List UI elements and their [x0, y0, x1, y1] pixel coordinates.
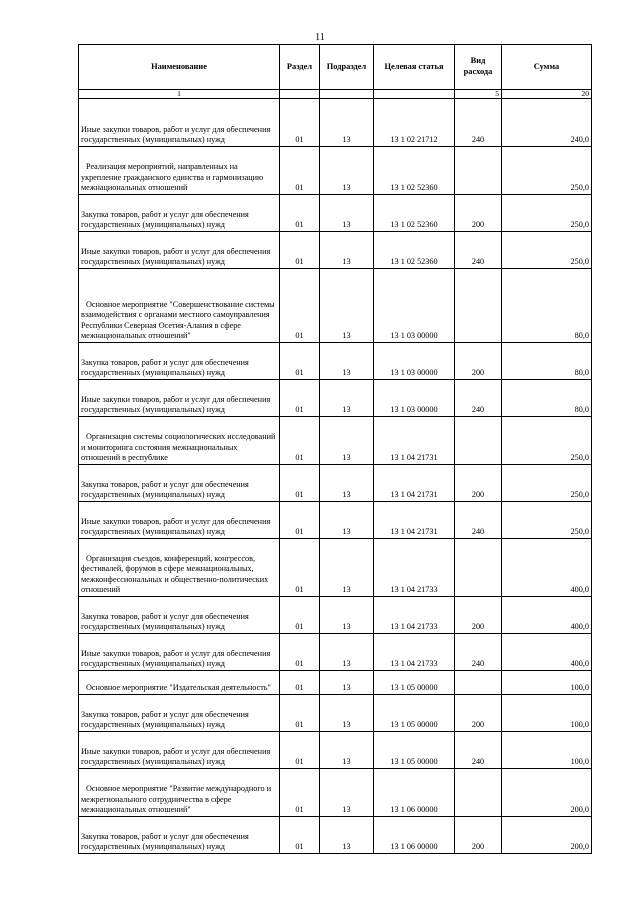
row-expense: 240 — [455, 232, 502, 269]
table-row — [79, 502, 592, 539]
row-subsection: 13 — [320, 417, 374, 465]
row-expense: 200 — [455, 343, 502, 380]
row-subsection: 13 — [320, 769, 374, 817]
row-expense: 240 — [455, 502, 502, 539]
row-target: 13 1 04 21733 — [374, 539, 455, 597]
row-sum: 400,0 — [502, 634, 592, 671]
table-row — [79, 597, 592, 634]
header-row — [79, 45, 592, 90]
table-row — [79, 147, 592, 195]
row-subsection: 13 — [320, 634, 374, 671]
numbering-section — [280, 90, 320, 99]
row-sum: 250,0 — [502, 147, 592, 195]
row-subsection: 13 — [320, 502, 374, 539]
numbering-row — [79, 90, 592, 99]
table-row — [79, 634, 592, 671]
row-target: 13 1 05 00000 — [374, 671, 455, 695]
row-subsection: 13 — [320, 380, 374, 417]
row-name: Закупка товаров, работ и услуг для обеспечения государственных (муниципальных) нужд — [79, 597, 280, 634]
row-target: 13 1 03 00000 — [374, 343, 455, 380]
row-section: 01 — [280, 380, 320, 417]
row-subsection: 13 — [320, 147, 374, 195]
row-name: Закупка товаров, работ и услуг для обеспечения государственных (муниципальных) нужд — [79, 343, 280, 380]
table-row — [79, 539, 592, 597]
numbering-expense: 5 — [455, 90, 502, 99]
row-expense: 200 — [455, 465, 502, 502]
table-row — [79, 343, 592, 380]
row-subsection: 13 — [320, 343, 374, 380]
row-sum: 200,0 — [502, 769, 592, 817]
row-name: Закупка товаров, работ и услуг для обеспечения государственных (муниципальных) нужд — [79, 195, 280, 232]
row-expense — [455, 769, 502, 817]
row-target: 13 1 02 52360 — [374, 232, 455, 269]
row-sum: 80,0 — [502, 343, 592, 380]
table-row — [79, 99, 592, 147]
row-expense: 200 — [455, 597, 502, 634]
numbering-subsection — [320, 90, 374, 99]
row-sum: 250,0 — [502, 195, 592, 232]
row-name: Основное мероприятие "Издательская деятельность" — [79, 671, 280, 695]
header-expense: Вид расхода — [455, 45, 502, 90]
row-target: 13 1 04 21733 — [374, 597, 455, 634]
table-row — [79, 769, 592, 817]
row-section: 01 — [280, 539, 320, 597]
row-section: 01 — [280, 695, 320, 732]
row-sum: 250,0 — [502, 417, 592, 465]
row-name: Закупка товаров, работ и услуг для обеспечения государственных (муниципальных) нужд — [79, 465, 280, 502]
row-section: 01 — [280, 597, 320, 634]
row-section: 01 — [280, 147, 320, 195]
row-subsection: 13 — [320, 99, 374, 147]
header-name: Наименование — [79, 45, 280, 90]
row-expense: 240 — [455, 634, 502, 671]
row-name: Организация съездов, конференций, конгрессов, фестивалей, форумов в сфере межнациональных, межконфессиональных и общественно-политических отношений — [79, 539, 280, 597]
row-section: 01 — [280, 343, 320, 380]
header-sum: Сумма — [502, 45, 592, 90]
row-name: Закупка товаров, работ и услуг для обеспечения государственных (муниципальных) нужд — [79, 695, 280, 732]
numbering-target — [374, 90, 455, 99]
row-section: 01 — [280, 769, 320, 817]
row-target: 13 1 04 21733 — [374, 634, 455, 671]
row-target: 13 1 04 21731 — [374, 502, 455, 539]
row-subsection: 13 — [320, 465, 374, 502]
row-subsection: 13 — [320, 269, 374, 343]
row-target: 13 1 02 52360 — [374, 195, 455, 232]
row-name: Иные закупки товаров, работ и услуг для обеспечения государственных (муниципальных) нужд — [79, 380, 280, 417]
row-name: Основное мероприятие "Развитие международного и межрегионального сотрудничества в сфере межнациональных отношений" — [79, 769, 280, 817]
row-section: 01 — [280, 634, 320, 671]
table-row — [79, 380, 592, 417]
row-expense: 200 — [455, 195, 502, 232]
row-name: Иные закупки товаров, работ и услуг для обеспечения государственных (муниципальных) нужд — [79, 99, 280, 147]
row-name: Иные закупки товаров, работ и услуг для обеспечения государственных (муниципальных) нужд — [79, 634, 280, 671]
row-sum: 400,0 — [502, 539, 592, 597]
table-row — [79, 417, 592, 465]
row-section: 01 — [280, 417, 320, 465]
page-number: 11 — [315, 32, 325, 43]
numbering-name: 1 — [79, 90, 280, 99]
row-section: 01 — [280, 232, 320, 269]
table-body — [79, 99, 592, 854]
row-name: Иные закупки товаров, работ и услуг для обеспечения государственных (муниципальных) нужд — [79, 732, 280, 769]
row-target: 13 1 02 52360 — [374, 147, 455, 195]
row-section: 01 — [280, 269, 320, 343]
row-expense: 240 — [455, 380, 502, 417]
row-sum: 80,0 — [502, 269, 592, 343]
numbering-sum: 20 — [502, 90, 592, 99]
budget-table — [78, 44, 592, 854]
row-section: 01 — [280, 465, 320, 502]
row-sum: 250,0 — [502, 502, 592, 539]
row-sum: 100,0 — [502, 695, 592, 732]
row-name: Иные закупки товаров, работ и услуг для обеспечения государственных (муниципальных) нужд — [79, 502, 280, 539]
row-subsection: 13 — [320, 732, 374, 769]
row-section: 01 — [280, 195, 320, 232]
row-sum: 80,0 — [502, 380, 592, 417]
row-target: 13 1 03 00000 — [374, 269, 455, 343]
table-row — [79, 695, 592, 732]
row-name: Основное мероприятие "Совершенствование системы взаимодействия с органами местного самоуправления Республики Северная Осетия-Алания в сфере межнациональных отношений" — [79, 269, 280, 343]
row-target: 13 1 06 00000 — [374, 769, 455, 817]
row-sum: 200,0 — [502, 817, 592, 854]
row-expense — [455, 269, 502, 343]
row-target: 13 1 05 00000 — [374, 695, 455, 732]
row-subsection: 13 — [320, 817, 374, 854]
row-subsection: 13 — [320, 695, 374, 732]
row-section: 01 — [280, 732, 320, 769]
row-section: 01 — [280, 817, 320, 854]
row-expense — [455, 539, 502, 597]
row-name: Организация системы социологических исследований и мониторинга состояния межнациональных отношений в республике — [79, 417, 280, 465]
row-sum: 100,0 — [502, 732, 592, 769]
table-row — [79, 232, 592, 269]
header-section: Раздел — [280, 45, 320, 90]
row-section: 01 — [280, 502, 320, 539]
row-subsection: 13 — [320, 195, 374, 232]
row-target: 13 1 04 21731 — [374, 465, 455, 502]
header-subsection: Подраздел — [320, 45, 374, 90]
table-row — [79, 817, 592, 854]
row-sum: 240,0 — [502, 99, 592, 147]
row-expense — [455, 671, 502, 695]
row-sum: 400,0 — [502, 597, 592, 634]
table-row — [79, 195, 592, 232]
row-name: Закупка товаров, работ и услуг для обеспечения государственных (муниципальных) нужд — [79, 817, 280, 854]
row-name: Реализация мероприятий, направленных на укрепление гражданского единства и гармонизацию межнациональных отношений — [79, 147, 280, 195]
row-expense — [455, 147, 502, 195]
row-expense: 200 — [455, 695, 502, 732]
row-expense: 200 — [455, 817, 502, 854]
row-target: 13 1 02 21712 — [374, 99, 455, 147]
row-target: 13 1 03 00000 — [374, 380, 455, 417]
row-subsection: 13 — [320, 232, 374, 269]
row-subsection: 13 — [320, 671, 374, 695]
row-name: Иные закупки товаров, работ и услуг для обеспечения государственных (муниципальных) нужд — [79, 232, 280, 269]
row-expense: 240 — [455, 732, 502, 769]
row-section: 01 — [280, 99, 320, 147]
row-sum: 100,0 — [502, 671, 592, 695]
row-target: 13 1 05 00000 — [374, 732, 455, 769]
row-expense: 240 — [455, 99, 502, 147]
row-target: 13 1 04 21731 — [374, 417, 455, 465]
row-sum: 250,0 — [502, 465, 592, 502]
row-sum: 250,0 — [502, 232, 592, 269]
table-row — [79, 269, 592, 343]
row-section: 01 — [280, 671, 320, 695]
table-row — [79, 732, 592, 769]
table-row — [79, 465, 592, 502]
row-subsection: 13 — [320, 597, 374, 634]
row-subsection: 13 — [320, 539, 374, 597]
row-expense — [455, 417, 502, 465]
header-target: Целевая статья — [374, 45, 455, 90]
row-target: 13 1 06 00000 — [374, 817, 455, 854]
table-row — [79, 671, 592, 695]
